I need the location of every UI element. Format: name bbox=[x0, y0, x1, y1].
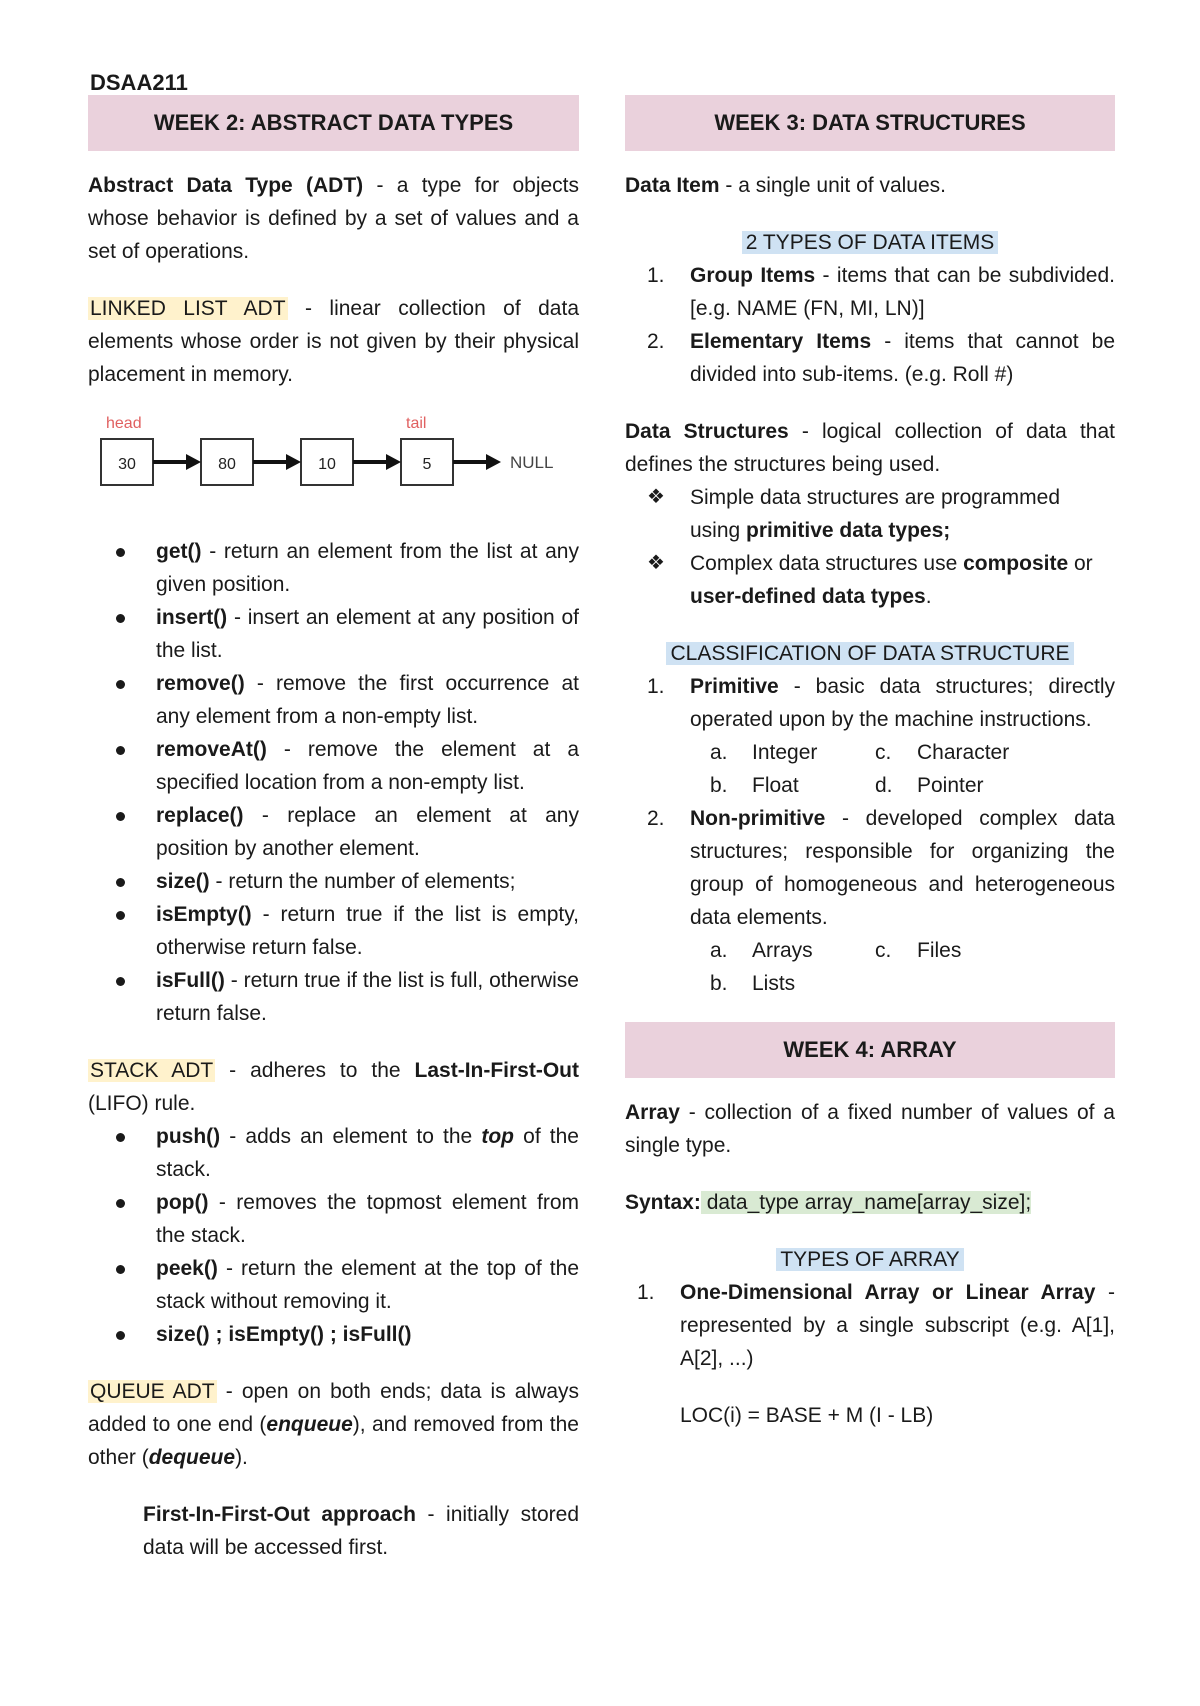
data-item-definition: Data Item - a single unit of values. bbox=[625, 174, 946, 197]
list-item: get() - return an element from the list at any given position. bbox=[88, 535, 579, 601]
types-of-array-heading: TYPES OF ARRAY bbox=[625, 1243, 1115, 1276]
linked-list-term: LINKED LIST ADT bbox=[90, 297, 286, 320]
list-item: ❖ Complex data structures use composite or user-defined data types. bbox=[625, 547, 1115, 613]
data-structure-notes bbox=[625, 481, 1115, 613]
list-item: isFull() - return true if the list is full, otherwise return false. bbox=[88, 964, 579, 1030]
classification-heading: CLASSIFICATION OF DATA STRUCTURE bbox=[625, 637, 1115, 670]
list-item: ❖ Simple data structures are programmed using primitive data types; bbox=[625, 481, 1115, 547]
list-item: size() ; isEmpty() ; isFull() bbox=[88, 1318, 579, 1351]
diagram-node-4-value: 5 bbox=[422, 456, 432, 473]
diagram-node-2 bbox=[201, 439, 253, 485]
data-structures-definition: Data Structures - logical collection of data that defines the structures being used. bbox=[625, 420, 1115, 476]
diamond-bullet-icon: ❖ bbox=[647, 486, 665, 508]
week4-header: WEEK 4: ARRAY bbox=[625, 1022, 1115, 1078]
list-item: replace() - replace an element at any position by another element. bbox=[88, 799, 579, 865]
queue-definition: QUEUE ADT - open on both ends; data is always added to one end (enqueue), and removed from the other (dequeue). bbox=[88, 1380, 579, 1469]
list-item: 2. Non-primitive - developed complex data structures; responsible for organizing the group of homogeneous and heterogeneous data elements. a. Arrays c. Files b. Lists bbox=[625, 802, 1115, 1000]
diagram-head-label: head bbox=[106, 415, 142, 432]
loc-formula: LOC(i) = BASE + M (I - LB) bbox=[680, 1404, 934, 1427]
data-item-types bbox=[625, 259, 1115, 391]
classification-list bbox=[625, 670, 1115, 1000]
list-item: removeAt() - remove the element at a specified location from a non-empty list. bbox=[88, 733, 579, 799]
list-item: insert() - insert an element at any position of the list. bbox=[88, 601, 579, 667]
course-code: DSAA211 bbox=[90, 70, 188, 95]
diagram-node-1-value: 30 bbox=[118, 456, 136, 473]
list-item: 2. Elementary Items - items that cannot be divided into sub-items. (e.g. Roll #) bbox=[647, 330, 1115, 386]
list-item: push() - adds an element to the top of the stack. bbox=[88, 1120, 579, 1186]
list-item: pop() - removes the topmost element from the stack. bbox=[88, 1186, 579, 1252]
linked-list-def: - linear collection of data elements whose order is not given by their physical placement in memory. bbox=[88, 297, 579, 386]
diagram-tail-label: tail bbox=[406, 415, 427, 432]
diagram-node-3 bbox=[301, 439, 353, 485]
list-item: remove() - remove the first occurrence at any element from a non-empty list. bbox=[88, 667, 579, 733]
week3-header: WEEK 3: DATA STRUCTURES bbox=[625, 95, 1115, 151]
diagram-node-2-value: 80 bbox=[218, 456, 236, 473]
array-definition: Array - collection of a fixed number of values of a single type. bbox=[625, 1101, 1115, 1157]
queue-term: QUEUE ADT bbox=[90, 1380, 215, 1403]
stack-term: STACK ADT bbox=[90, 1059, 214, 1082]
fifo-definition: First-In-First-Out approach - initially stored data will be accessed first. bbox=[143, 1503, 579, 1559]
list-item: size() - return the number of elements; bbox=[88, 865, 579, 898]
primitive-types: a. Integer c. Character b. Float d. Pointer bbox=[710, 741, 1010, 797]
linked-list-diagram bbox=[88, 401, 579, 521]
types-of-data-items-heading: 2 TYPES OF DATA ITEMS bbox=[625, 226, 1115, 259]
diagram-null-label: NULL bbox=[510, 453, 554, 472]
list-item: 1. Group Items - items that can be subdivided. [e.g. NAME (FN, MI, LN)] bbox=[647, 264, 1115, 320]
adt-definition bbox=[88, 169, 579, 268]
array-types bbox=[625, 1276, 1115, 1432]
diagram-node-1 bbox=[101, 439, 153, 485]
linked-list-operations bbox=[88, 535, 579, 1030]
stack-operations bbox=[88, 1120, 579, 1351]
list-item: 1. One-Dimensional Array or Linear Array - represented by a single subscript (e.g. A[1], A[2], ...) LOC(i) = BASE + M (I - LB) bbox=[625, 1276, 1115, 1432]
stack-definition: STACK ADT - adheres to the Last-In-First-Out (LIFO) rule. bbox=[88, 1059, 579, 1115]
list-item: peek() - return the element at the top of the stack without removing it. bbox=[88, 1252, 579, 1318]
right-column bbox=[625, 95, 1115, 1432]
diagram-node-4 bbox=[401, 439, 453, 485]
nonprimitive-types: a. Arrays c. Files b. Lists bbox=[710, 939, 962, 995]
list-item: isEmpty() - return true if the list is empty, otherwise return false. bbox=[88, 898, 579, 964]
linked-list-definition bbox=[88, 292, 579, 391]
array-syntax: Syntax: data_type array_name[array_size]; bbox=[625, 1191, 1032, 1214]
week2-header: WEEK 2: ABSTRACT DATA TYPES bbox=[88, 95, 579, 151]
list-item: 1. Primitive - basic data structures; directly operated upon by the machine instructions. a. Integer c. Character b. Float d. Pointer bbox=[625, 670, 1115, 802]
adt-def: - a type for objects whose behavior is defined by a set of values and a set of operations. bbox=[88, 174, 579, 263]
diamond-bullet-icon: ❖ bbox=[647, 552, 665, 574]
diagram-node-3-value: 10 bbox=[318, 456, 336, 473]
left-column bbox=[88, 95, 579, 1564]
adt-term: Abstract Data Type (ADT) bbox=[88, 174, 364, 197]
